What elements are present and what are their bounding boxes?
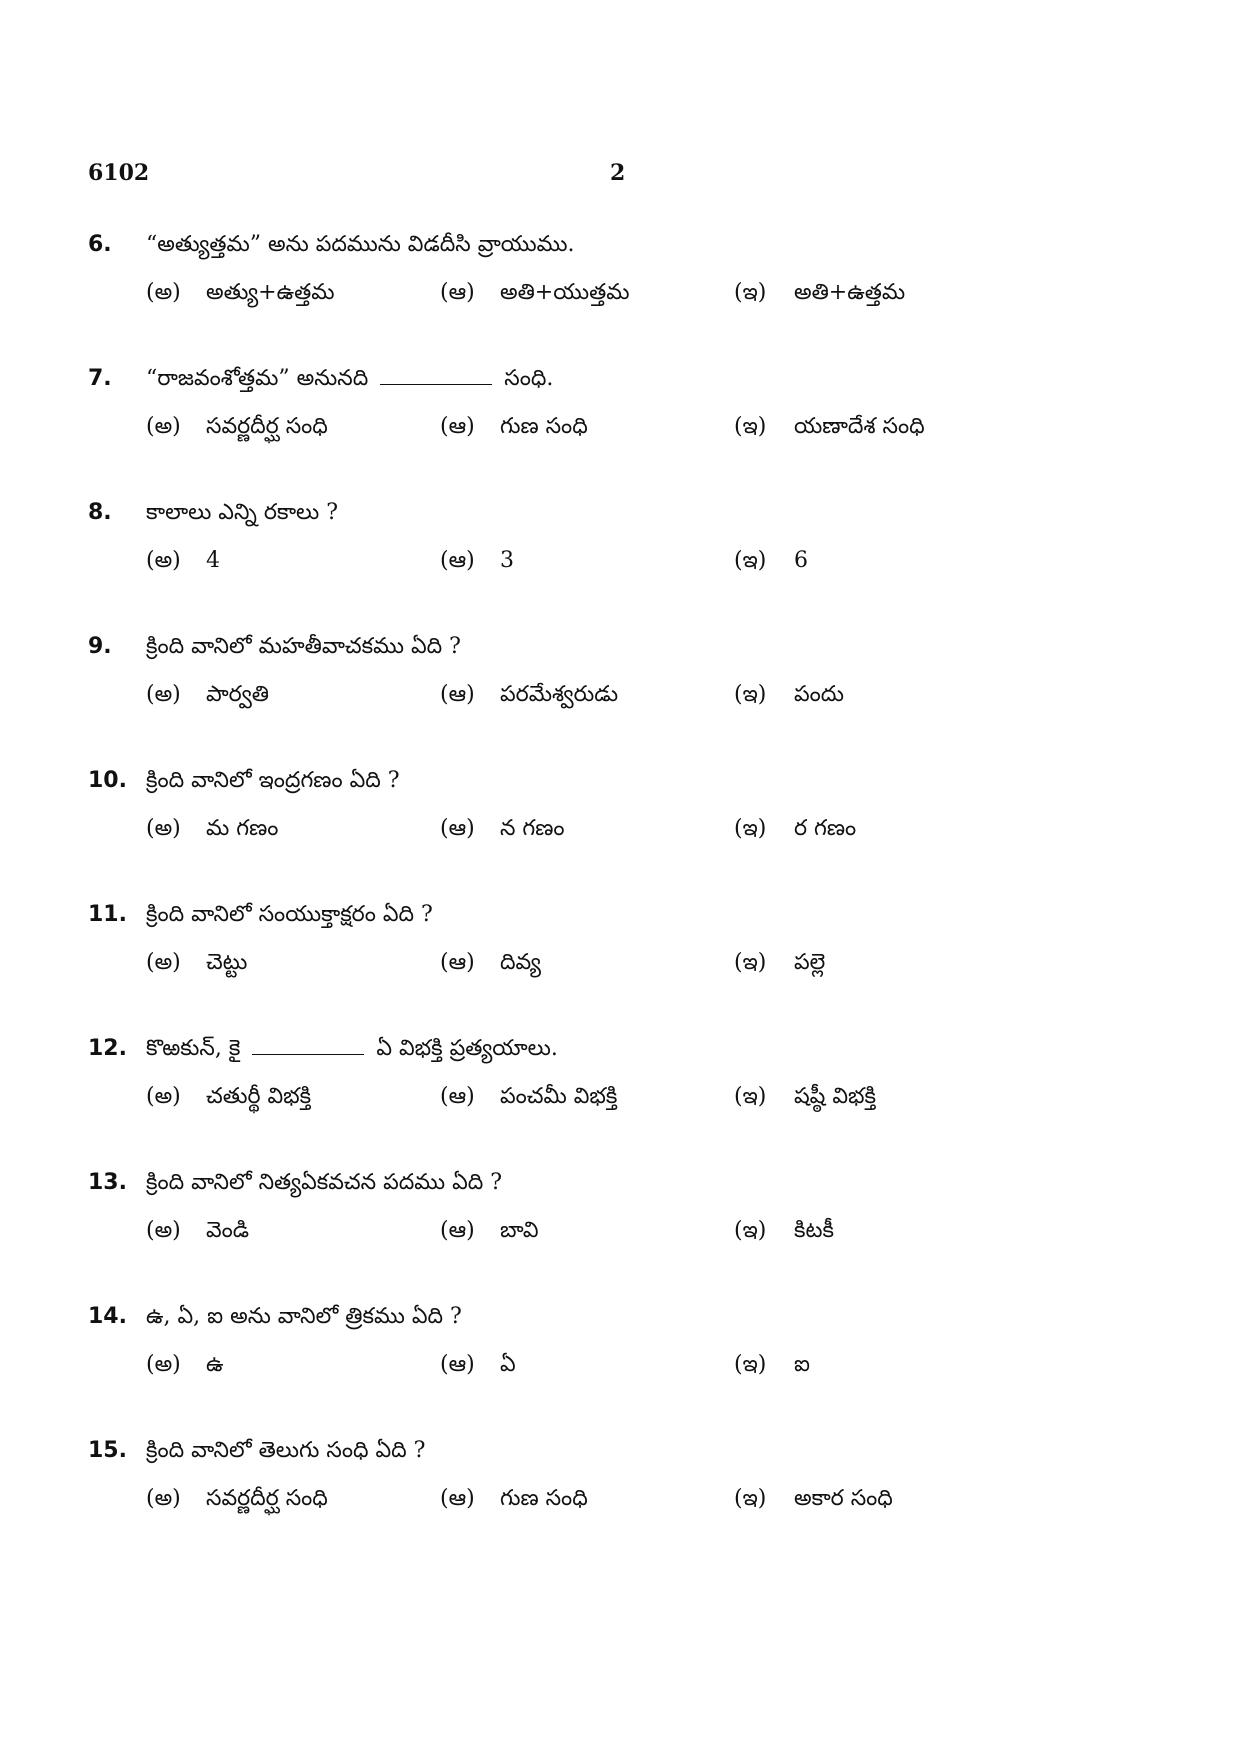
question-13 bbox=[88, 1170, 1168, 1280]
option-a bbox=[146, 548, 220, 578]
option-label: (ఇ) bbox=[734, 1218, 767, 1243]
option-label: (ఇ) bbox=[734, 1352, 767, 1377]
question-number: 6. bbox=[88, 232, 112, 257]
answer-blank bbox=[380, 366, 492, 385]
option-b bbox=[440, 1352, 516, 1382]
option-label: (ఆ) bbox=[440, 950, 475, 975]
option-text: సవర్ణదీర్ఘ సంధి bbox=[206, 414, 328, 439]
option-c bbox=[734, 280, 905, 310]
question-11 bbox=[88, 902, 1168, 1012]
option-text: ఐ bbox=[794, 1352, 810, 1377]
question-number: 7. bbox=[88, 366, 112, 391]
option-text: షష్ఠీ విభక్తి bbox=[794, 1084, 876, 1109]
question-text: క్రింది వానిలో తెలుగు సంధి ఏది ? bbox=[146, 1438, 426, 1463]
question-15 bbox=[88, 1438, 1168, 1548]
question-text: “అత్యుత్తమ” అను పదమును విడదీసి వ్రాయుము. bbox=[146, 232, 575, 257]
option-a bbox=[146, 414, 328, 444]
option-b bbox=[440, 950, 541, 980]
option-a bbox=[146, 1084, 311, 1114]
option-c bbox=[734, 816, 856, 846]
option-label: (అ) bbox=[146, 1218, 181, 1243]
question-text: కాలాలు ఎన్ని రకాలు ? bbox=[146, 500, 339, 525]
option-c bbox=[734, 1352, 810, 1382]
option-text: చెట్టు bbox=[206, 950, 248, 975]
question-10 bbox=[88, 768, 1168, 878]
option-label: (ఆ) bbox=[440, 1084, 475, 1109]
option-text: పరమేశ్వరుడు bbox=[500, 682, 619, 707]
option-label: (ఇ) bbox=[734, 414, 767, 439]
option-text: యణాదేశ సంధి bbox=[794, 414, 925, 439]
option-c bbox=[734, 1084, 876, 1114]
option-a bbox=[146, 1218, 249, 1248]
question-text: క్రింది వానిలో నిత్యఏకవచన పదము ఏది ? bbox=[146, 1170, 503, 1195]
option-text: కిటకీ bbox=[794, 1218, 834, 1243]
option-text: 3 bbox=[500, 548, 514, 573]
option-text: 4 bbox=[206, 548, 220, 573]
option-label: (అ) bbox=[146, 816, 181, 841]
option-b bbox=[440, 1218, 539, 1248]
option-text: పల్లె bbox=[794, 950, 826, 975]
option-c bbox=[734, 682, 844, 712]
option-b bbox=[440, 1084, 617, 1114]
option-text: అకార సంధి bbox=[794, 1486, 893, 1511]
option-label: (ఆ) bbox=[440, 280, 475, 305]
option-label: (అ) bbox=[146, 548, 181, 573]
option-b bbox=[440, 682, 618, 712]
question-12 bbox=[88, 1036, 1168, 1146]
option-label: (ఇ) bbox=[734, 1084, 767, 1109]
option-c bbox=[734, 950, 825, 980]
option-text: అతి+ఉత్తమ bbox=[794, 280, 906, 305]
option-a bbox=[146, 1486, 328, 1516]
option-text: ర గణం bbox=[794, 816, 857, 841]
option-text: పందు bbox=[794, 682, 844, 707]
question-number: 8. bbox=[88, 500, 112, 525]
option-label: (ఇ) bbox=[734, 1486, 767, 1511]
option-b bbox=[440, 280, 630, 310]
option-label: (అ) bbox=[146, 682, 181, 707]
page-header bbox=[88, 160, 648, 200]
option-label: (ఇ) bbox=[734, 682, 767, 707]
option-label: (అ) bbox=[146, 1486, 181, 1511]
question-number: 12. bbox=[88, 1036, 127, 1061]
option-b bbox=[440, 414, 588, 444]
option-label: (అ) bbox=[146, 414, 181, 439]
option-b bbox=[440, 1486, 588, 1516]
option-label: (అ) bbox=[146, 1084, 181, 1109]
option-label: (ఇ) bbox=[734, 280, 767, 305]
option-text: అతి+యుత్తమ bbox=[500, 280, 630, 305]
option-a bbox=[146, 950, 247, 980]
page-number: 2 bbox=[610, 160, 626, 186]
option-text: చతుర్థీ విభక్తి bbox=[206, 1084, 312, 1109]
option-label: (ఇ) bbox=[734, 548, 767, 573]
option-label: (అ) bbox=[146, 1352, 181, 1377]
question-text: క్రింది వానిలో ఇంద్రగణం ఏది ? bbox=[146, 768, 400, 793]
question-number: 15. bbox=[88, 1438, 127, 1463]
paper-code: 6102 bbox=[88, 160, 150, 186]
option-text: న గణం bbox=[500, 816, 565, 841]
option-a bbox=[146, 816, 278, 846]
question-7 bbox=[88, 366, 1168, 476]
question-number: 14. bbox=[88, 1304, 127, 1329]
option-text: అత్యు+ఉత్తమ bbox=[206, 280, 335, 305]
question-text: ఉ, ఏ, ఐ అను వానిలో త్రికము ఏది ? bbox=[146, 1304, 462, 1329]
option-text: గుణ సంధి bbox=[500, 414, 588, 439]
question-text: క్రింది వానిలో సంయుక్తాక్షరం ఏది ? bbox=[146, 902, 433, 927]
option-label: (ఆ) bbox=[440, 682, 475, 707]
option-b bbox=[440, 548, 514, 578]
question-number: 9. bbox=[88, 634, 112, 659]
option-b bbox=[440, 816, 565, 846]
option-text: గుణ సంధి bbox=[500, 1486, 588, 1511]
option-c bbox=[734, 1218, 834, 1248]
question-6 bbox=[88, 232, 1168, 342]
option-label: (అ) bbox=[146, 280, 181, 305]
option-c bbox=[734, 414, 925, 444]
question-14 bbox=[88, 1304, 1168, 1414]
option-label: (ఇ) bbox=[734, 816, 767, 841]
option-text: ఉ bbox=[206, 1352, 224, 1377]
question-number: 13. bbox=[88, 1170, 127, 1195]
question-8 bbox=[88, 500, 1168, 610]
question-number: 10. bbox=[88, 768, 127, 793]
option-label: (ఆ) bbox=[440, 816, 475, 841]
option-text: సవర్ణదీర్ఘ సంధి bbox=[206, 1486, 328, 1511]
option-text: బావి bbox=[500, 1218, 539, 1243]
option-text: పంచమీ విభక్తి bbox=[500, 1084, 618, 1109]
option-text: వెండి bbox=[206, 1218, 250, 1243]
option-label: (ఇ) bbox=[734, 950, 767, 975]
answer-blank bbox=[252, 1036, 364, 1055]
option-label: (ఆ) bbox=[440, 1486, 475, 1511]
option-label: (ఆ) bbox=[440, 1352, 475, 1377]
option-text: ఏ bbox=[500, 1352, 516, 1377]
option-a bbox=[146, 1352, 224, 1382]
option-text: పార్వతి bbox=[206, 682, 270, 707]
question-text: కొఱకున్, కై ఏ విభక్తి ప్రత్యయాలు. bbox=[146, 1036, 558, 1061]
option-text: మ గణం bbox=[206, 816, 279, 841]
option-text: దివ్య bbox=[500, 950, 542, 975]
option-label: (ఆ) bbox=[440, 414, 475, 439]
question-text: “రాజవంశోత్తమ” అనునది సంధి. bbox=[146, 366, 554, 391]
option-a bbox=[146, 682, 269, 712]
option-c bbox=[734, 1486, 893, 1516]
option-label: (ఆ) bbox=[440, 548, 475, 573]
question-text: క్రింది వానిలో మహతీవాచకము ఏది ? bbox=[146, 634, 461, 659]
option-c bbox=[734, 548, 808, 578]
option-label: (ఆ) bbox=[440, 1218, 475, 1243]
option-label: (అ) bbox=[146, 950, 181, 975]
question-9 bbox=[88, 634, 1168, 744]
option-a bbox=[146, 280, 335, 310]
option-text: 6 bbox=[794, 548, 808, 573]
question-number: 11. bbox=[88, 902, 127, 927]
